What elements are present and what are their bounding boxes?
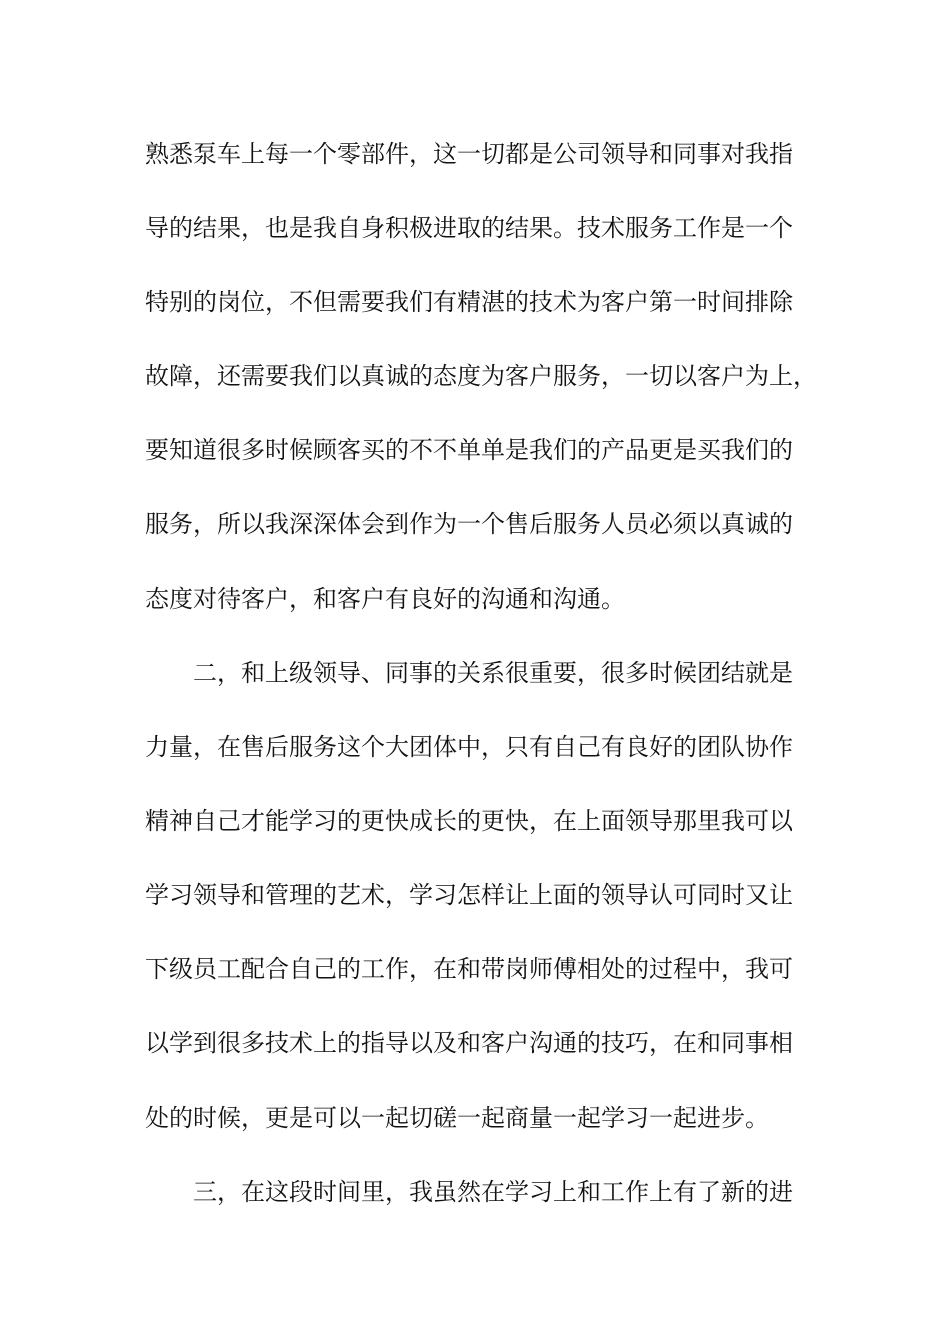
- text-line: 特别的岗位，不但需要我们有精湛的技术为客户第一时间排除: [145, 288, 793, 316]
- text-line: 态度对待客户，和客户有良好的沟通和沟通。: [145, 585, 625, 613]
- text-line: 下级员工配合自己的工作，在和带岗师傅相处的过程中，我可: [145, 955, 793, 983]
- text-line: 学习领导和管理的艺术，学习怎样让上面的领导认可同时又让: [145, 881, 793, 909]
- text-line: 要知道很多时候顾客买的不不单单是我们的产品更是买我们的: [145, 436, 793, 464]
- paragraph-start-line: 二，和上级领导、同事的关系很重要，很多时候团结就是: [193, 659, 793, 687]
- text-line: 导的结果，也是我自身积极进取的结果。技术服务工作是一个: [145, 214, 793, 242]
- text-line: 处的时候，更是可以一起切磋一起商量一起学习一起进步。: [145, 1104, 769, 1132]
- text-line: 以学到很多技术上的指导以及和客户沟通的技巧，在和同事相: [145, 1029, 793, 1057]
- text-line: 力量，在售后服务这个大团体中，只有自己有良好的团队协作: [145, 733, 793, 761]
- paragraph-start-line: 三，在这段时间里，我虽然在学习上和工作上有了新的进: [193, 1178, 793, 1206]
- text-line: 故障，还需要我们以真诚的态度为客户服务，一切以客户为上，: [145, 362, 817, 390]
- text-line: 熟悉泵车上每一个零部件，这一切都是公司领导和同事对我指: [145, 140, 793, 168]
- text-line: 精神自己才能学习的更快成长的更快，在上面领导那里我可以: [145, 807, 793, 835]
- text-line: 服务，所以我深深体会到作为一个售后服务人员必须以真诚的: [145, 510, 793, 538]
